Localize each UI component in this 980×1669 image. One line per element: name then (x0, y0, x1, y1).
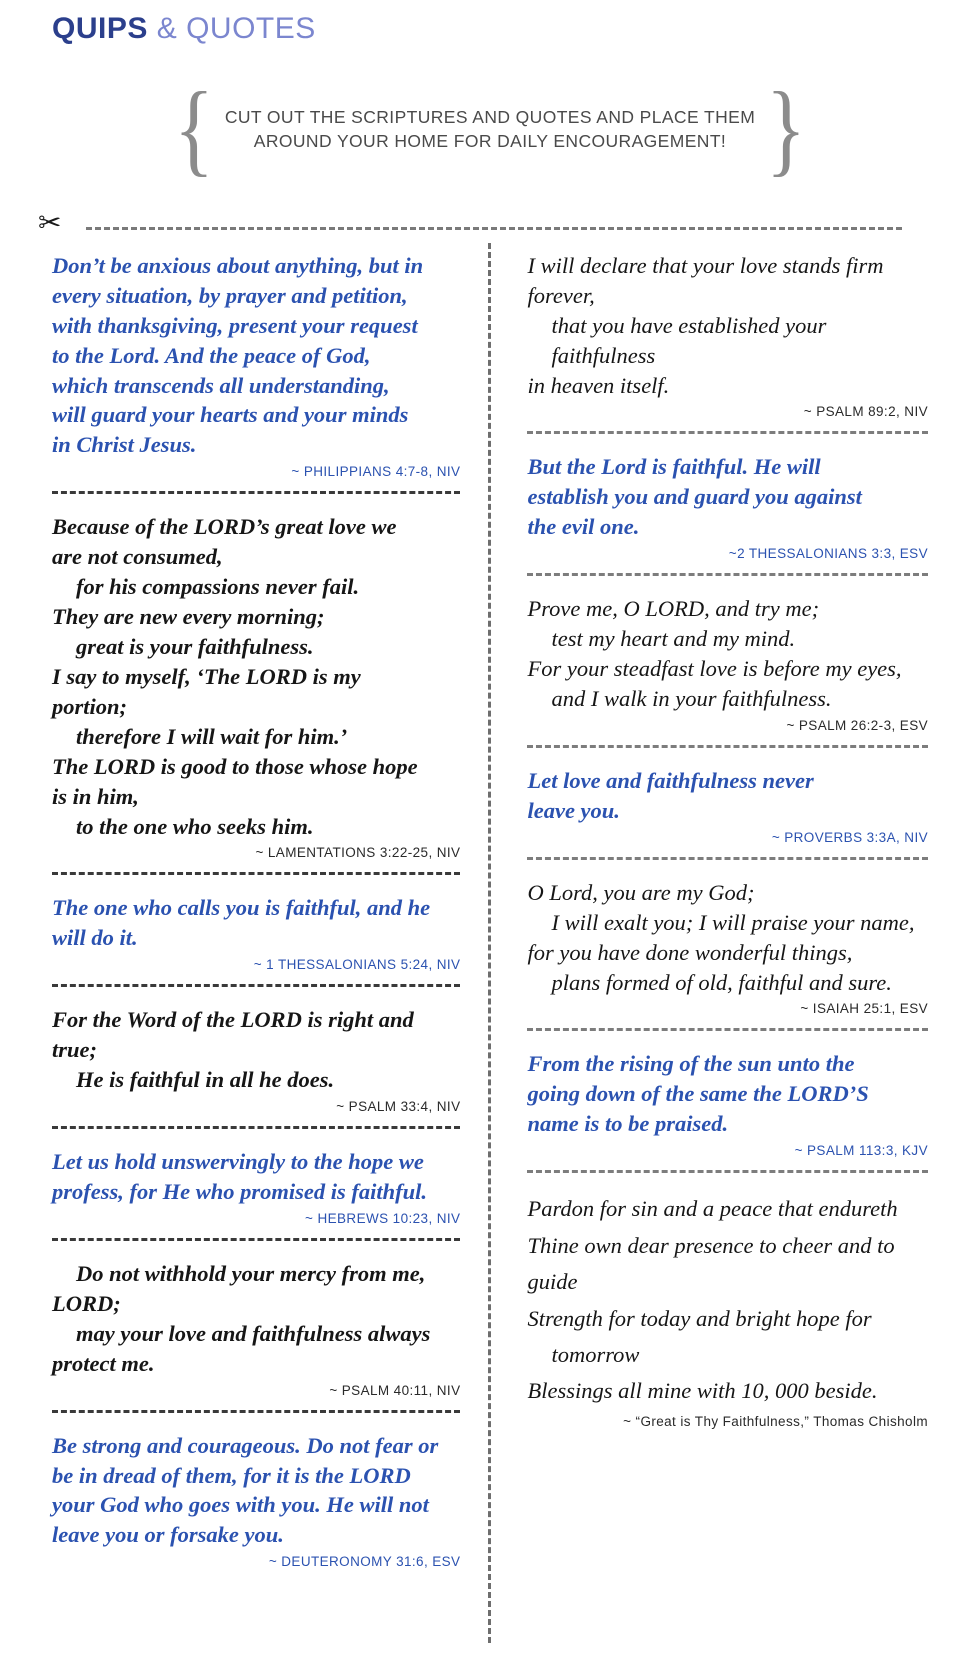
instruction-line-2: AROUND YOUR HOME FOR DAILY ENCOURAGEMENT! (253, 131, 727, 152)
quote-text (52, 512, 460, 841)
quote-line: will guard your hearts and your minds (52, 402, 409, 428)
quote-line: is in him, (52, 783, 139, 809)
quote-text (527, 452, 928, 542)
quote-line: going down of the same the LORD’S (527, 1081, 869, 1107)
quote-text (527, 1049, 928, 1139)
left-brace-icon: { (173, 71, 214, 186)
quote-text (527, 1191, 928, 1410)
quote-block (52, 504, 460, 860)
quote-line: with thanksgiving, present your request (52, 312, 418, 338)
quote-separator (52, 872, 460, 875)
quote-line: profess, for He who promised is faithful. (52, 1179, 428, 1204)
quote-line: that you have established your faithfulness (551, 312, 827, 368)
quote-citation: ~ LAMENTATIONS 3:22-25, NIV (255, 845, 461, 861)
quote-citation: ~ PSALM 40:11, NIV (329, 1382, 461, 1398)
quote-citation: ~ PSALM 89:2, NIV (803, 404, 928, 420)
quote-line: for you have done wonderful things, (527, 939, 853, 965)
quote-line: protect me. (52, 1350, 155, 1376)
quote-text (52, 893, 460, 953)
instruction-line-1: CUT OUT THE SCRIPTURES AND QUOTES AND PLACE THEM (224, 106, 756, 127)
quote-line: The one who calls you is faithful, and he (52, 895, 431, 921)
quote-line: Let love and faithfulness never (527, 767, 814, 793)
quote-citation: ~ PHILIPPIANS 4:7-8, NIV (291, 464, 461, 480)
right-column (493, 243, 928, 1643)
quote-line: I say to myself, ‘The LORD is my (52, 663, 361, 689)
quote-line: your God who goes with you. He will not (52, 1492, 429, 1518)
quote-text (52, 251, 460, 460)
quote-text (527, 251, 928, 401)
quote-line: test my heart and my mind. (551, 626, 796, 652)
brand-ampersand: & (156, 12, 178, 45)
quote-separator (527, 1028, 928, 1031)
quote-text (527, 766, 928, 826)
quote-line: Prove me, O LORD, and try me; (527, 596, 820, 622)
brand-quotes-text: QUOTES (186, 12, 316, 45)
quote-citation: ~ PSALM 33:4, NIV (336, 1099, 461, 1115)
quote-block (527, 758, 928, 845)
quote-line: establish you and guard you against (527, 484, 862, 510)
quote-text (527, 878, 928, 998)
quote-block (527, 243, 928, 420)
column-divider (488, 243, 491, 1643)
quote-line: Do not withhold your mercy from me, (76, 1260, 426, 1286)
quote-text (527, 594, 928, 714)
quote-line: LORD; (52, 1290, 121, 1316)
quote-line: for his compassions never fail. (76, 574, 360, 600)
quote-line: Strength for today and bright hope for (527, 1305, 872, 1331)
quote-line: in Christ Jesus. (52, 432, 197, 458)
quote-text (52, 1147, 460, 1207)
quote-line: tomorrow (551, 1341, 640, 1367)
quote-line: to the Lord. And the peace of God, (52, 342, 371, 368)
instruction-text (225, 105, 755, 155)
quote-separator (527, 1170, 928, 1173)
quote-line: O Lord, you are my God; (527, 879, 755, 905)
quote-line: every situation, by prayer and petition, (52, 282, 408, 308)
scissors-icon: ✂ (38, 206, 62, 238)
quote-separator (52, 984, 460, 987)
quote-line: the evil one. (527, 514, 640, 540)
quote-separator (52, 491, 460, 494)
quote-block (52, 1423, 460, 1570)
quote-line: therefore I will wait for him.’ (76, 723, 348, 749)
quote-line: name is to be praised. (527, 1111, 729, 1137)
quote-line: The LORD is good to those whose hope (52, 753, 418, 779)
quote-line: Thine own dear presence to cheer and to guide (527, 1232, 895, 1295)
quote-line: and I walk in your faithfulness. (551, 686, 832, 712)
quote-separator (527, 857, 928, 860)
quote-line: may your love and faithfulness always (76, 1320, 431, 1346)
quote-line: Be strong and courageous. Do not fear or (52, 1432, 439, 1458)
quote-line: From the rising of the sun unto the (527, 1051, 855, 1077)
quote-line: to the one who seeks him. (76, 813, 314, 839)
quote-separator (527, 431, 928, 434)
quote-separator (527, 745, 928, 748)
quote-separator (52, 1410, 460, 1413)
quote-block (527, 870, 928, 1017)
quote-block (52, 997, 460, 1114)
brand-title (52, 12, 980, 46)
quote-line: But the Lord is faithful. He will (527, 454, 821, 480)
quote-line: will do it. (52, 925, 138, 951)
quote-block (52, 243, 460, 479)
cut-dashed-line (86, 227, 902, 230)
quote-citation: ~ HEBREWS 10:23, NIV (305, 1210, 461, 1226)
quote-line: For your steadfast love is before my eyes, (527, 656, 902, 682)
quote-line: They are new every morning; (52, 604, 325, 630)
quote-block (527, 1183, 928, 1429)
quote-separator (527, 573, 928, 576)
quote-citation: ~ “Great is Thy Faithfulness,” Thomas Chisholm (623, 1413, 928, 1429)
quote-line: I will declare that your love stands firm forever, (527, 252, 884, 308)
quote-line: great is your faithfulness. (76, 634, 314, 660)
quote-line: Blessings all mine with 10, 000 beside. (527, 1378, 878, 1404)
quote-line: I will exalt you; I will praise your name, (551, 909, 915, 935)
instruction-banner (0, 71, 980, 186)
quote-line: Because of the LORD’s great love we (52, 514, 397, 540)
quote-citation: ~ DEUTERONOMY 31:6, ESV (268, 1554, 461, 1570)
right-brace-icon: } (766, 71, 807, 186)
quote-separator (52, 1126, 460, 1129)
quote-line: which transcends all understanding, (52, 372, 390, 398)
quote-block (527, 1041, 928, 1158)
quote-text (52, 1259, 460, 1379)
quote-block (527, 586, 928, 733)
quote-line: leave you or forsake you. (52, 1522, 284, 1548)
quote-line: portion; (52, 693, 128, 719)
quote-line: Pardon for sin and a peace that endureth (527, 1196, 898, 1222)
quote-separator (52, 1238, 460, 1241)
quote-line: He is faithful in all he does. (76, 1067, 335, 1093)
quote-line: are not consumed, (52, 544, 223, 570)
quote-citation: ~ PSALM 26:2-3, ESV (786, 717, 928, 733)
quote-text (52, 1005, 460, 1095)
quote-line: For the Word of the LORD is right and true; (52, 1007, 414, 1063)
quote-citation: ~ ISAIAH 25:1, ESV (800, 1001, 928, 1017)
quote-citation: ~ 1 THESSALONIANS 5:24, NIV (253, 957, 461, 973)
quote-block (527, 444, 928, 561)
quote-citation: ~ PSALM 113:3, KJV (794, 1143, 928, 1159)
quote-line: be in dread of them, for it is the LORD (52, 1462, 411, 1488)
quotes-columns (0, 243, 980, 1643)
quote-citation: ~2 THESSALONIANS 3:3, ESV (728, 546, 928, 562)
quote-text (52, 1431, 460, 1551)
quote-block (52, 1251, 460, 1398)
left-column (52, 243, 486, 1643)
quote-block (52, 885, 460, 972)
quote-citation: ~ PROVERBS 3:3A, NIV (771, 829, 928, 845)
quote-line: Let us hold unswervingly to the hope we (52, 1149, 424, 1175)
page-header (0, 0, 980, 46)
quote-line: in heaven itself. (527, 372, 670, 398)
quote-block (52, 1139, 460, 1226)
quote-line: Don’t be anxious about anything, but in (52, 252, 424, 278)
cut-line (0, 206, 980, 238)
quote-line: leave you. (527, 797, 620, 823)
brand-quips-text: QUIPS (52, 12, 148, 45)
quote-line: plans formed of old, faithful and sure. (551, 969, 892, 995)
